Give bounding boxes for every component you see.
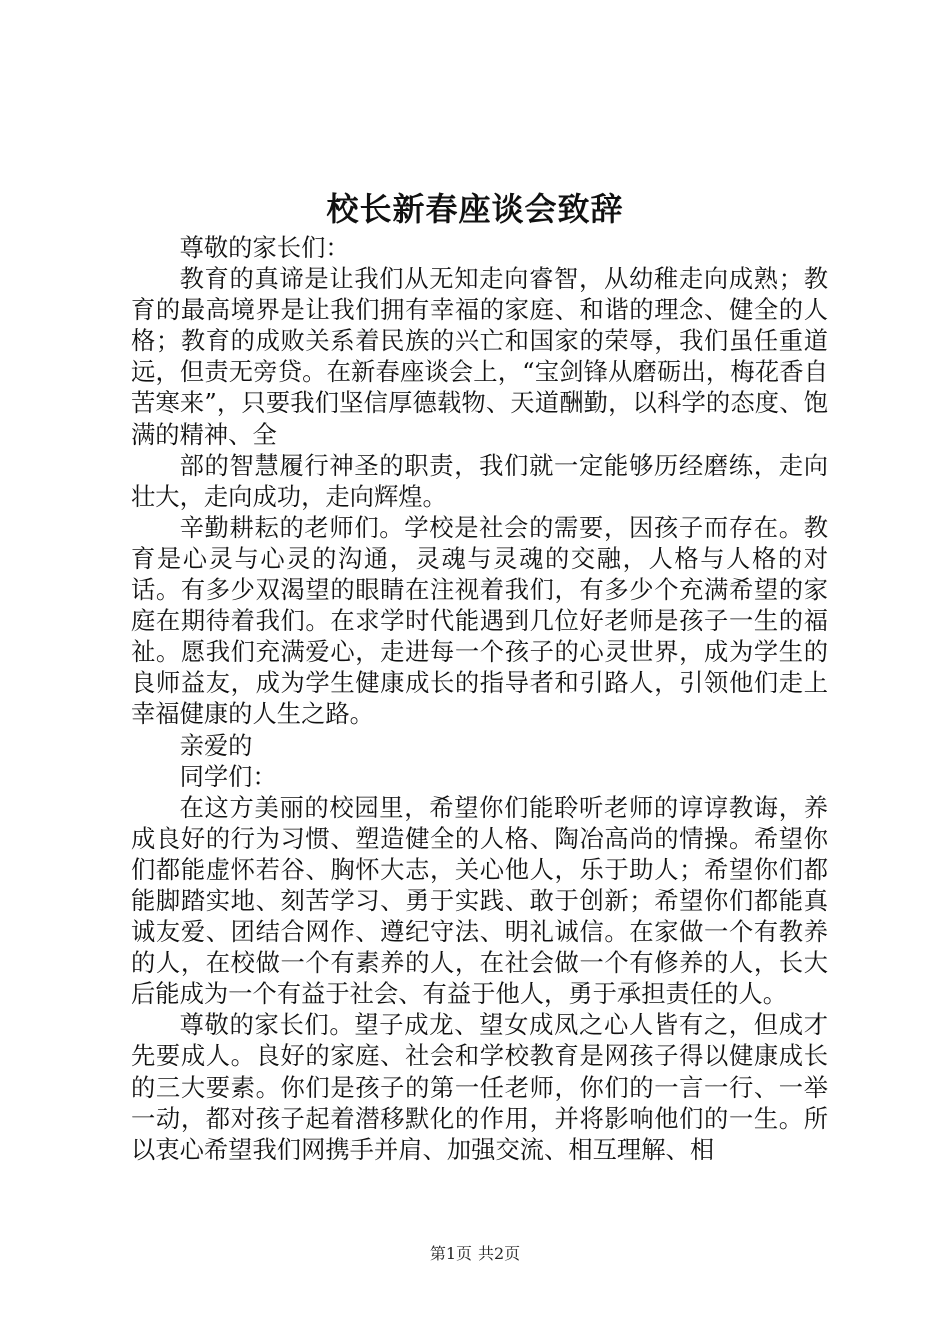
paragraph-parents-closing: 尊敬的家长们。望子成龙、望女成凤之心人皆有之，但成才先要成人。良好的家庭、社会和学校教育是网孩子得以健康成长的三大要素。你们是孩子的第一任老师，你们的一言一行、一举一动，都对孩子起着潜移默化的作用，并将影响他们的一生。所以衷心希望我们网携手并肩、加强交流、相互理解、相 xyxy=(131,1010,828,1164)
document-title: 校长新春座谈会致辞 xyxy=(326,190,624,228)
paragraph-teachers: 辛勤耕耘的老师们。学校是社会的需要，因孩子而存在。教育是心灵与心灵的沟通，灵魂与灵魂的交融，人格与人格的对话。有多少双渴望的眼睛在注视着我们，有多少个充满希望的家庭在期待着我们。在求学时代能遇到几位好老师是孩子一生的福祉。愿我们充满爱心，走进每一个孩子的心灵世界，成为学生的良师益友，成为学生健康成长的指导者和引路人，引领他们走上幸福健康的人生之路。 xyxy=(131,512,828,729)
paragraph-wisdom-duty: 部的智慧履行神圣的职责，我们就一定能够历经磨练，走向壮大，走向成功，走向辉煌。 xyxy=(131,450,828,511)
paragraph-students: 在这方美丽的校园里，希望你们能聆听老师的谆谆教诲，养成良好的行为习惯、塑造健全的人格、陶冶高尚的情操。希望你们都能虚怀若谷、胸怀大志，关心他人，乐于助人；希望你们都能脚踏实地、刻苦学习、勇于实践、敢于创新；希望你们都能真诚友爱、团结合网作、遵纪守法、明礼诚信。在家做一个有教养的人，在校做一个有素养的人，在社会做一个有修养的人，长大后能成为一个有益于社会、有益于他人，勇于承担责任的人。 xyxy=(131,792,828,1009)
page-number: 第1页 xyxy=(429,1244,472,1263)
paragraph-education-essence: 教育的真谛是让我们从无知走向睿智，从幼稚走向成熟；教育的最高境界是让我们拥有幸福的家庭、和谐的理念、健全的人格；教育的成败关系着民族的兴亡和国家的荣辱，我们虽任重道远，但责无旁贷。在新春座谈会上，“宝剑锋从磨砺出，梅花香自苦寒来”，只要我们坚信厚德载物、天道酬勤，以科学的态度、饱满的精神、全 xyxy=(131,264,828,449)
document-body xyxy=(131,232,828,1165)
page-total: 共2页 xyxy=(478,1244,521,1263)
paragraph-dear: 亲爱的 xyxy=(179,730,253,760)
page-footer xyxy=(0,1244,950,1264)
paragraph-salutation-students: 同学们： xyxy=(179,761,277,791)
paragraph-salutation-parents: 尊敬的家长们： xyxy=(179,233,350,262)
